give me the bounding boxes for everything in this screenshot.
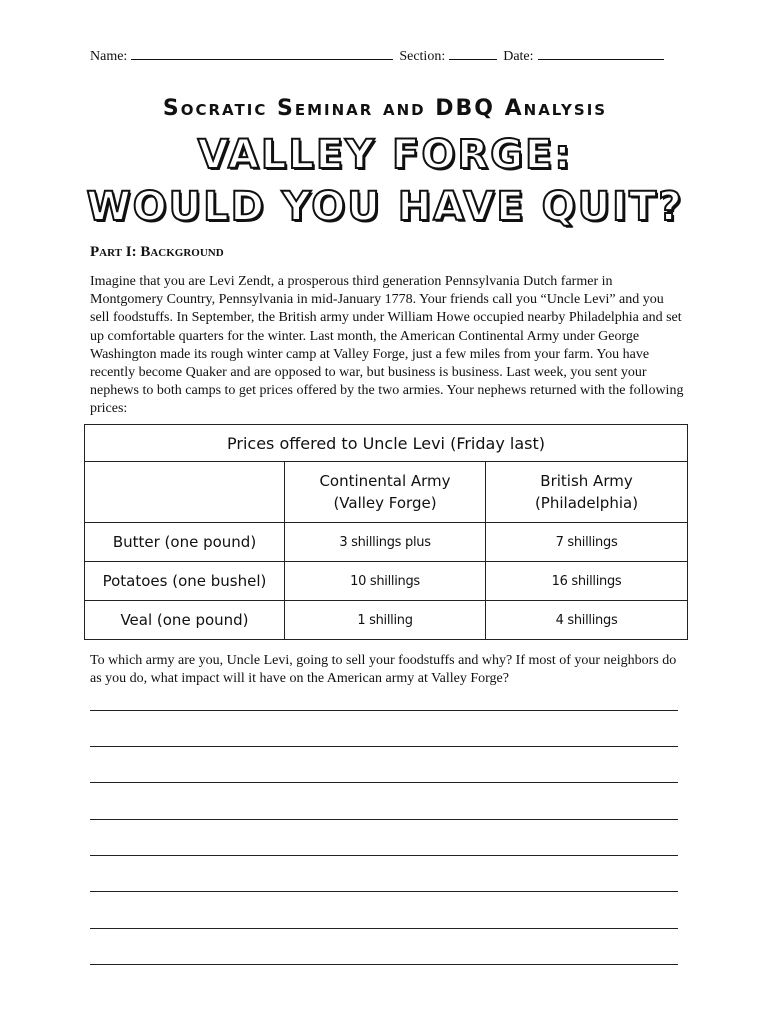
background-paragraph: Imagine that you are Levi Zendt, a prosperous third generation Pennsylvania Dutch farmer in Montgomery Country, Pennsylvania in mid-January 1778. Your friends call you “Uncle Levi” and you sell foodstuffs. In September, the British army under William Howe occupied nearby Philadelphia and set up comfortable quarters for the winter. Last month, the American Continental Army under George Washington made its rough winter camp at Valley Forge, just a few miles from your farm. You have recently become Quaker and are opposed to war, but business is business. Last week, you sent your nephews to both camps to get prices offered by the two armies. Your nephews returned with the following prices: (90, 274, 684, 417)
question-prompt: To which army are you, Uncle Levi, going to sell your foodstuffs and why? If most of your neighbors do as you do, what impact will it have on the American army at Valley Forge? (90, 653, 677, 686)
worksheet-title-line-2: WOULD YOU HAVE QUIT? (86, 184, 684, 230)
column-header-line: Continental Army (319, 472, 451, 490)
british-price-cell: 4 shillings (486, 601, 688, 640)
name-label: Name: (90, 49, 128, 64)
answer-line[interactable] (90, 819, 678, 820)
date-field[interactable] (538, 46, 664, 60)
student-info-header (90, 46, 680, 65)
answer-line[interactable] (90, 928, 678, 929)
worksheet-subtitle: Socratic Seminar and DBQ Analysis (162, 96, 608, 121)
column-header-line: (Valley Forge) (333, 494, 437, 512)
item-cell: Potatoes (one bushel) (85, 562, 285, 601)
continental-price-cell: 10 shillings (285, 562, 486, 601)
name-field[interactable] (131, 46, 393, 60)
item-cell: Veal (one pound) (85, 601, 285, 640)
answer-line[interactable] (90, 782, 678, 783)
british-price-cell: 7 shillings (486, 523, 688, 562)
column-header-line: (Philadelphia) (534, 494, 639, 512)
answer-line[interactable] (90, 746, 678, 747)
continental-price-cell: 3 shillings plus (285, 523, 486, 562)
table-row (85, 562, 688, 601)
answer-line[interactable] (90, 855, 678, 856)
worksheet-title-line-1: VALLEY FORGE: (197, 132, 573, 178)
answer-line[interactable] (90, 891, 678, 892)
item-cell: Butter (one pound) (85, 523, 285, 562)
section-label: Section: (399, 49, 446, 64)
section-field[interactable] (449, 46, 497, 60)
column-header-line: British Army (540, 472, 633, 490)
answer-line[interactable] (90, 710, 678, 711)
part-heading: Part I: Background (90, 244, 224, 260)
date-label: Date: (503, 49, 534, 64)
answer-line[interactable] (90, 964, 678, 965)
table-row (85, 523, 688, 562)
table-row (85, 601, 688, 640)
price-table (84, 424, 688, 640)
column-header-continental (285, 462, 486, 523)
empty-header-cell (85, 462, 285, 523)
column-header-british (486, 462, 688, 523)
price-table-caption: Prices offered to Uncle Levi (Friday last) (85, 425, 688, 462)
british-price-cell: 16 shillings (486, 562, 688, 601)
continental-price-cell: 1 shilling (285, 601, 486, 640)
